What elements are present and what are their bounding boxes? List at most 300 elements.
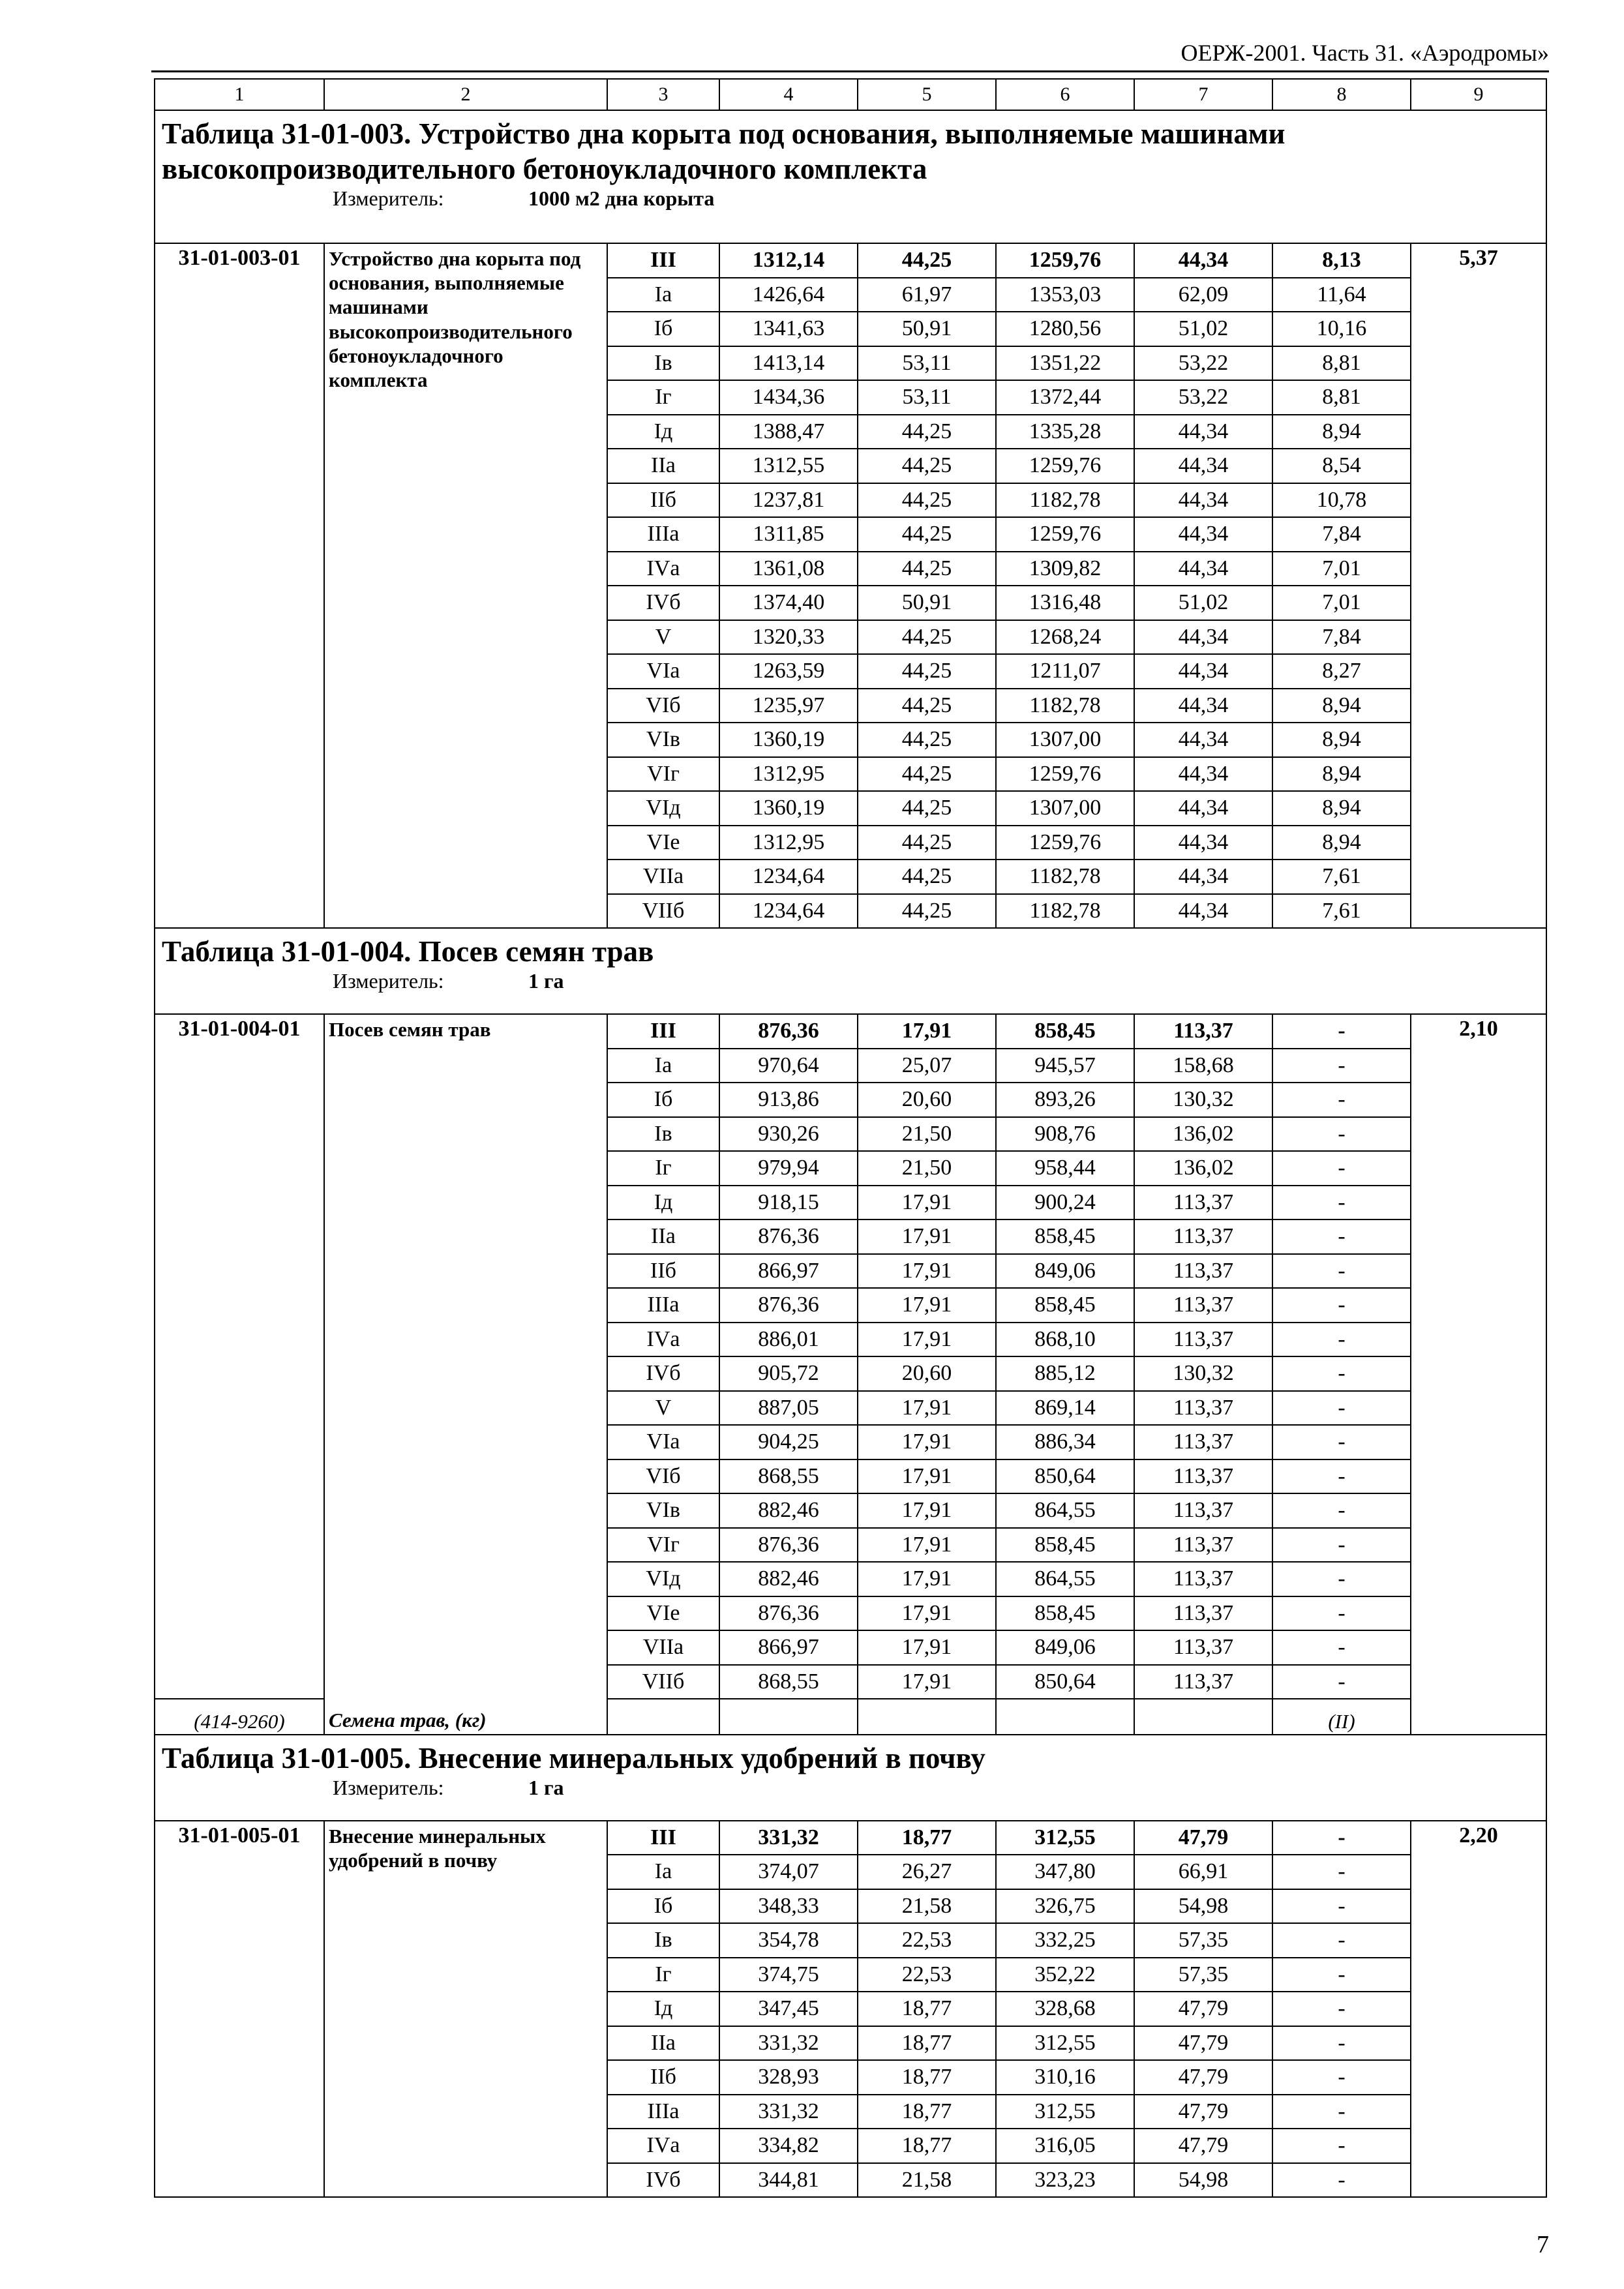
rate-value: 44,25 xyxy=(858,483,996,518)
empty-cell xyxy=(996,1699,1134,1735)
rate-value: 1341,63 xyxy=(719,312,858,346)
region-code: IVб xyxy=(607,1356,719,1391)
rate-value: 1259,76 xyxy=(996,757,1134,792)
empty-cell xyxy=(1134,1699,1272,1735)
rate-value: - xyxy=(1272,1014,1411,1049)
region-code: IIб xyxy=(607,2060,719,2095)
rate-value: - xyxy=(1272,1254,1411,1289)
rate-value: 1353,03 xyxy=(996,278,1134,312)
region-code: Iд xyxy=(607,1186,719,1220)
table-title-row xyxy=(155,110,1546,243)
rate-value: 328,93 xyxy=(719,2060,858,2095)
region-code: VIе xyxy=(607,1596,719,1631)
rate-value: 44,25 xyxy=(858,243,996,278)
rate-value: 113,37 xyxy=(1134,1459,1272,1494)
rate-value: 323,23 xyxy=(996,2163,1134,2198)
rate-value: 1259,76 xyxy=(996,449,1134,483)
rate-value: 53,22 xyxy=(1134,380,1272,415)
rate-value: 44,25 xyxy=(858,894,996,929)
rate-value: - xyxy=(1272,1855,1411,1889)
rate-value: - xyxy=(1272,1630,1411,1665)
rate-value: 8,94 xyxy=(1272,826,1411,860)
rate-value: 7,61 xyxy=(1272,894,1411,929)
rate-value: - xyxy=(1272,1288,1411,1323)
column-number: 4 xyxy=(719,79,858,110)
rate-value: 113,37 xyxy=(1134,1323,1272,1357)
region-code: IVа xyxy=(607,2129,719,2163)
region-code: VIб xyxy=(607,1459,719,1494)
rate-value: - xyxy=(1272,1493,1411,1528)
region-code: Iв xyxy=(607,346,719,381)
region-code: VIе xyxy=(607,826,719,860)
rate-code: 31-01-004-01 xyxy=(155,1014,324,1699)
region-code: Iд xyxy=(607,415,719,449)
rate-value: 8,94 xyxy=(1272,791,1411,826)
rate-value: 47,79 xyxy=(1134,2026,1272,2061)
rate-value: 130,32 xyxy=(1134,1356,1272,1391)
column-number: 5 xyxy=(858,79,996,110)
rate-value: 113,37 xyxy=(1134,1391,1272,1426)
rate-value: 44,34 xyxy=(1134,757,1272,792)
rate-value: 53,11 xyxy=(858,380,996,415)
rate-value: 1426,64 xyxy=(719,278,858,312)
rate-value: 44,34 xyxy=(1134,449,1272,483)
rate-value: 17,91 xyxy=(858,1459,996,1494)
column-number: 3 xyxy=(607,79,719,110)
rate-value: - xyxy=(1272,1528,1411,1563)
rate-value: 1360,19 xyxy=(719,723,858,757)
rate-value: 62,09 xyxy=(1134,278,1272,312)
rate-value: - xyxy=(1272,1562,1411,1596)
rate-value: 61,97 xyxy=(858,278,996,312)
region-code: IVб xyxy=(607,586,719,620)
rate-value: 17,91 xyxy=(858,1219,996,1254)
rate-value: 849,06 xyxy=(996,1254,1134,1289)
rate-value: 849,06 xyxy=(996,1630,1134,1665)
rate-value: 44,34 xyxy=(1134,894,1272,929)
rate-value: 1434,36 xyxy=(719,380,858,415)
rate-value: 136,02 xyxy=(1134,1151,1272,1186)
rate-value: - xyxy=(1272,1049,1411,1083)
region-code: IVа xyxy=(607,552,719,586)
rate-value: 22,53 xyxy=(858,1923,996,1958)
rate-value: 1307,00 xyxy=(996,723,1134,757)
rate-value: 344,81 xyxy=(719,2163,858,2198)
rate-value: 54,98 xyxy=(1134,1889,1272,1924)
rate-value: 44,34 xyxy=(1134,860,1272,894)
rate-value: 905,72 xyxy=(719,1356,858,1391)
column-number: 9 xyxy=(1411,79,1546,110)
rate-value: 113,37 xyxy=(1134,1596,1272,1631)
region-code: IIIа xyxy=(607,517,719,552)
rate-value: 17,91 xyxy=(858,1493,996,1528)
rate-value: 1312,95 xyxy=(719,757,858,792)
rate-value: 1316,48 xyxy=(996,586,1134,620)
rate-value: - xyxy=(1272,1923,1411,1958)
rate-value: 864,55 xyxy=(996,1562,1134,1596)
rate-value: 44,34 xyxy=(1134,415,1272,449)
table-unit xyxy=(162,188,1539,210)
rate-value: 887,05 xyxy=(719,1391,858,1426)
table-unit xyxy=(162,970,1539,993)
region-code: Iб xyxy=(607,1083,719,1117)
region-code: IIб xyxy=(607,483,719,518)
rate-value: 113,37 xyxy=(1134,1562,1272,1596)
rate-value: 866,97 xyxy=(719,1254,858,1289)
rate-value: 8,81 xyxy=(1272,380,1411,415)
rate-value: 850,64 xyxy=(996,1459,1134,1494)
rate-value: 1311,85 xyxy=(719,517,858,552)
rate-value: 53,11 xyxy=(858,346,996,381)
rate-value: 876,36 xyxy=(719,1596,858,1631)
column-number: 7 xyxy=(1134,79,1272,110)
region-code: VIв xyxy=(607,723,719,757)
rate-value: 1259,76 xyxy=(996,826,1134,860)
table-row xyxy=(155,243,1546,278)
rate-value: - xyxy=(1272,1425,1411,1459)
table-title: Таблица 31-01-003. Устройство дна корыта под основания, выполняемые машинами высокопроизводительного бетоноукладочного комплекта xyxy=(162,117,1286,185)
rate-value: 900,24 xyxy=(996,1186,1134,1220)
region-code: IIа xyxy=(607,449,719,483)
rate-value: 66,91 xyxy=(1134,1855,1272,1889)
rate-value: 54,98 xyxy=(1134,2163,1272,2198)
rate-value: - xyxy=(1272,2163,1411,2198)
rate-value: 1263,59 xyxy=(719,654,858,689)
region-code: VIд xyxy=(607,791,719,826)
rate-value: 958,44 xyxy=(996,1151,1134,1186)
rate-value: 18,77 xyxy=(858,2129,996,2163)
rate-value: 44,25 xyxy=(858,826,996,860)
rate-value: 21,50 xyxy=(858,1117,996,1152)
rate-value: 332,25 xyxy=(996,1923,1134,1958)
rate-value: 18,77 xyxy=(858,2095,996,2129)
region-code: Iг xyxy=(607,1151,719,1186)
rate-value: 858,45 xyxy=(996,1288,1134,1323)
table-title-cell xyxy=(155,928,1546,1014)
region-code: Iг xyxy=(607,380,719,415)
column-number: 8 xyxy=(1272,79,1411,110)
rate-value: 113,37 xyxy=(1134,1630,1272,1665)
region-code: IIа xyxy=(607,1219,719,1254)
rate-value: 331,32 xyxy=(719,1821,858,1855)
table-unit xyxy=(162,1777,1539,1799)
rate-value: 1309,82 xyxy=(996,552,1134,586)
rate-value: 908,76 xyxy=(996,1117,1134,1152)
rate-value: 316,05 xyxy=(996,2129,1134,2163)
rate-value: 44,34 xyxy=(1134,517,1272,552)
region-code: Iа xyxy=(607,1049,719,1083)
column-numbers-row xyxy=(155,79,1546,110)
rate-value: - xyxy=(1272,2095,1411,2129)
region-code: VIг xyxy=(607,1528,719,1563)
region-code: Iв xyxy=(607,1117,719,1152)
rate-value: 22,53 xyxy=(858,1958,996,1992)
rate-value: 1234,64 xyxy=(719,894,858,929)
rate-value: 57,35 xyxy=(1134,1958,1272,1992)
rate-value: 886,34 xyxy=(996,1425,1134,1459)
region-code: Iв xyxy=(607,1923,719,1958)
rate-value: 44,34 xyxy=(1134,243,1272,278)
rate-value: 1235,97 xyxy=(719,689,858,723)
region-code: Iб xyxy=(607,312,719,346)
rate-value: 136,02 xyxy=(1134,1117,1272,1152)
rate-value: 347,45 xyxy=(719,1992,858,2026)
rate-value: 7,84 xyxy=(1272,517,1411,552)
rate-value: 44,34 xyxy=(1134,723,1272,757)
rate-value: 20,60 xyxy=(858,1356,996,1391)
rate-value: 334,82 xyxy=(719,2129,858,2163)
region-code: VIв xyxy=(607,1493,719,1528)
rate-value: 885,12 xyxy=(996,1356,1134,1391)
rates-table xyxy=(154,78,1547,2198)
page-number: 7 xyxy=(1537,2231,1549,2258)
rate-value: 1182,78 xyxy=(996,860,1134,894)
rate-value: 331,32 xyxy=(719,2026,858,2061)
rate-value: 158,68 xyxy=(1134,1049,1272,1083)
region-code: Iд xyxy=(607,1992,719,2026)
rate-value: 10,78 xyxy=(1272,483,1411,518)
rate-value: 1374,40 xyxy=(719,586,858,620)
rate-value: 918,15 xyxy=(719,1186,858,1220)
rate-value: 858,45 xyxy=(996,1596,1134,1631)
empty-cell xyxy=(607,1699,719,1735)
rate-value: 17,91 xyxy=(858,1014,996,1049)
table-title-row xyxy=(155,928,1546,1014)
rate-value: 886,01 xyxy=(719,1323,858,1357)
rate-value: - xyxy=(1272,2026,1411,2061)
rate-value: - xyxy=(1272,2129,1411,2163)
rate-value: 47,79 xyxy=(1134,2095,1272,2129)
rate-value: 1182,78 xyxy=(996,689,1134,723)
rate-value: 113,37 xyxy=(1134,1219,1272,1254)
rate-value: 374,07 xyxy=(719,1855,858,1889)
rate-value: 913,86 xyxy=(719,1083,858,1117)
rate-value: 864,55 xyxy=(996,1493,1134,1528)
rate-value: 1237,81 xyxy=(719,483,858,518)
rate-value: - xyxy=(1272,1356,1411,1391)
rate-value: 18,77 xyxy=(858,1992,996,2026)
rate-value: 44,25 xyxy=(858,552,996,586)
region-code: VIIа xyxy=(607,1630,719,1665)
rate-value: 1234,64 xyxy=(719,860,858,894)
resource-name: Семена трав, (кг) xyxy=(329,1709,487,1732)
rate-value: 44,25 xyxy=(858,654,996,689)
header-rule xyxy=(151,70,1549,72)
rate-value: - xyxy=(1272,1665,1411,1699)
rate-value: 1312,55 xyxy=(719,449,858,483)
region-code: VIд xyxy=(607,1562,719,1596)
rate-value: 44,25 xyxy=(858,689,996,723)
rate-value: 979,94 xyxy=(719,1151,858,1186)
column-9-value: 2,10 xyxy=(1411,1014,1546,1735)
rate-value: - xyxy=(1272,1459,1411,1494)
rate-value: 8,54 xyxy=(1272,449,1411,483)
rate-value: 328,68 xyxy=(996,1992,1134,2026)
rate-value: 8,94 xyxy=(1272,415,1411,449)
rate-value: - xyxy=(1272,1151,1411,1186)
rate-value: - xyxy=(1272,1992,1411,2026)
rate-value: 50,91 xyxy=(858,586,996,620)
region-code: IVа xyxy=(607,1323,719,1357)
rate-value: 310,16 xyxy=(996,2060,1134,2095)
rate-value: 8,27 xyxy=(1272,654,1411,689)
rate-value: 47,79 xyxy=(1134,2060,1272,2095)
rate-value: 21,58 xyxy=(858,2163,996,2198)
rate-value: 17,91 xyxy=(858,1665,996,1699)
rate-value: 312,55 xyxy=(996,2026,1134,2061)
rate-value: 50,91 xyxy=(858,312,996,346)
rate-value: 893,26 xyxy=(996,1083,1134,1117)
region-code: Iг xyxy=(607,1958,719,1992)
rate-value: 17,91 xyxy=(858,1562,996,1596)
region-code: VIа xyxy=(607,654,719,689)
rate-value: 113,37 xyxy=(1134,1493,1272,1528)
rate-value: 876,36 xyxy=(719,1014,858,1049)
rate-value: 17,91 xyxy=(858,1596,996,1631)
rate-value: 374,75 xyxy=(719,1958,858,1992)
rate-value: 47,79 xyxy=(1134,1821,1272,1855)
rate-name: Внесение минеральных удобрений в почву xyxy=(324,1821,607,2198)
rate-value: 18,77 xyxy=(858,2060,996,2095)
rate-value: 1268,24 xyxy=(996,620,1134,655)
rate-value: 47,79 xyxy=(1134,1992,1272,2026)
rate-value: 17,91 xyxy=(858,1288,996,1323)
rate-value: 876,36 xyxy=(719,1528,858,1563)
table-title: Таблица 31-01-005. Внесение минеральных удобрений в почву xyxy=(162,1741,985,1774)
rate-value: 312,55 xyxy=(996,1821,1134,1855)
rate-value: 18,77 xyxy=(858,2026,996,2061)
rate-value: 113,37 xyxy=(1134,1425,1272,1459)
rate-value: 1312,14 xyxy=(719,243,858,278)
unit-label: Измеритель: xyxy=(333,969,444,993)
rate-value: 331,32 xyxy=(719,2095,858,2129)
rate-value: 1280,56 xyxy=(996,312,1134,346)
column-9-value: 2,20 xyxy=(1411,1821,1546,2198)
rate-value: - xyxy=(1272,1596,1411,1631)
region-code: IVб xyxy=(607,2163,719,2198)
column-9-value: 5,37 xyxy=(1411,243,1546,928)
rate-value: 1361,08 xyxy=(719,552,858,586)
rate-value: 130,32 xyxy=(1134,1083,1272,1117)
column-number: 1 xyxy=(155,79,324,110)
rate-value: 26,27 xyxy=(858,1855,996,1889)
unit-value: 1 га xyxy=(528,969,564,993)
table-title-cell xyxy=(155,1735,1546,1821)
rates-table-container xyxy=(154,78,1546,2198)
rate-value: 352,22 xyxy=(996,1958,1134,1992)
column-number: 6 xyxy=(996,79,1134,110)
rate-value: 7,84 xyxy=(1272,620,1411,655)
rate-code: 31-01-003-01 xyxy=(155,243,324,928)
rate-value: 858,45 xyxy=(996,1219,1134,1254)
rate-value: 17,91 xyxy=(858,1186,996,1220)
rate-value: 113,37 xyxy=(1134,1186,1272,1220)
rate-value: 8,94 xyxy=(1272,757,1411,792)
region-code: VIг xyxy=(607,757,719,792)
table-title-row xyxy=(155,1735,1546,1821)
rate-value: 51,02 xyxy=(1134,586,1272,620)
region-code: Iа xyxy=(607,278,719,312)
rate-value: 21,50 xyxy=(858,1151,996,1186)
rate-value: 17,91 xyxy=(858,1254,996,1289)
rate-value: 312,55 xyxy=(996,2095,1134,2129)
rate-value: 57,35 xyxy=(1134,1923,1272,1958)
rate-value: 1388,47 xyxy=(719,415,858,449)
rate-value: 44,34 xyxy=(1134,826,1272,860)
rate-value: 17,91 xyxy=(858,1630,996,1665)
region-code: IIIа xyxy=(607,2095,719,2129)
rate-value: 882,46 xyxy=(719,1493,858,1528)
table-title: Таблица 31-01-004. Посев семян трав xyxy=(162,935,654,968)
rate-value: 17,91 xyxy=(858,1528,996,1563)
rate-value: 882,46 xyxy=(719,1562,858,1596)
rate-value: 17,91 xyxy=(858,1391,996,1426)
rate-value: 868,55 xyxy=(719,1459,858,1494)
rate-value: 7,61 xyxy=(1272,860,1411,894)
empty-cell xyxy=(719,1699,858,1735)
rate-value: 113,37 xyxy=(1134,1254,1272,1289)
rate-value: 348,33 xyxy=(719,1889,858,1924)
rate-value: 1335,28 xyxy=(996,415,1134,449)
region-code: IIа xyxy=(607,2026,719,2061)
region-code: VIа xyxy=(607,1425,719,1459)
region-code: VIIб xyxy=(607,1665,719,1699)
rate-value: 347,80 xyxy=(996,1855,1134,1889)
table-title-cell xyxy=(155,110,1546,243)
rate-value: 44,25 xyxy=(858,415,996,449)
rate-value: 44,34 xyxy=(1134,689,1272,723)
rate-value: 51,02 xyxy=(1134,312,1272,346)
rate-value: 44,25 xyxy=(858,620,996,655)
rate-value: - xyxy=(1272,2060,1411,2095)
rate-value: 8,81 xyxy=(1272,346,1411,381)
rate-value: 1320,33 xyxy=(719,620,858,655)
rate-value: - xyxy=(1272,1219,1411,1254)
rate-value: 7,01 xyxy=(1272,552,1411,586)
rate-value: 44,34 xyxy=(1134,654,1272,689)
empty-cell xyxy=(858,1699,996,1735)
rate-value: - xyxy=(1272,1117,1411,1152)
rate-code: 31-01-005-01 xyxy=(155,1821,324,2198)
unit-value: 1000 м2 дна корыта xyxy=(528,187,715,210)
region-code: IIIа xyxy=(607,1288,719,1323)
rate-value: 8,94 xyxy=(1272,689,1411,723)
region-code: Iб xyxy=(607,1889,719,1924)
rate-value: 868,10 xyxy=(996,1323,1134,1357)
rate-value: 18,77 xyxy=(858,1821,996,1855)
rate-value: - xyxy=(1272,1323,1411,1357)
rate-value: 1372,44 xyxy=(996,380,1134,415)
rate-value: 858,45 xyxy=(996,1528,1134,1563)
rate-value: 11,64 xyxy=(1272,278,1411,312)
rate-value: 1182,78 xyxy=(996,894,1134,929)
region-code: V xyxy=(607,620,719,655)
rate-value: 21,58 xyxy=(858,1889,996,1924)
rate-value: 1211,07 xyxy=(996,654,1134,689)
region-code: III xyxy=(607,1821,719,1855)
rate-value: 44,34 xyxy=(1134,791,1272,826)
rate-value: 326,75 xyxy=(996,1889,1134,1924)
rate-value: 44,34 xyxy=(1134,552,1272,586)
region-code: V xyxy=(607,1391,719,1426)
rate-value: 113,37 xyxy=(1134,1528,1272,1563)
rate-value: - xyxy=(1272,1958,1411,1992)
rate-value: 904,25 xyxy=(719,1425,858,1459)
region-code: III xyxy=(607,243,719,278)
region-code: VIIб xyxy=(607,894,719,929)
column-number: 2 xyxy=(324,79,607,110)
rate-value: 1312,95 xyxy=(719,826,858,860)
